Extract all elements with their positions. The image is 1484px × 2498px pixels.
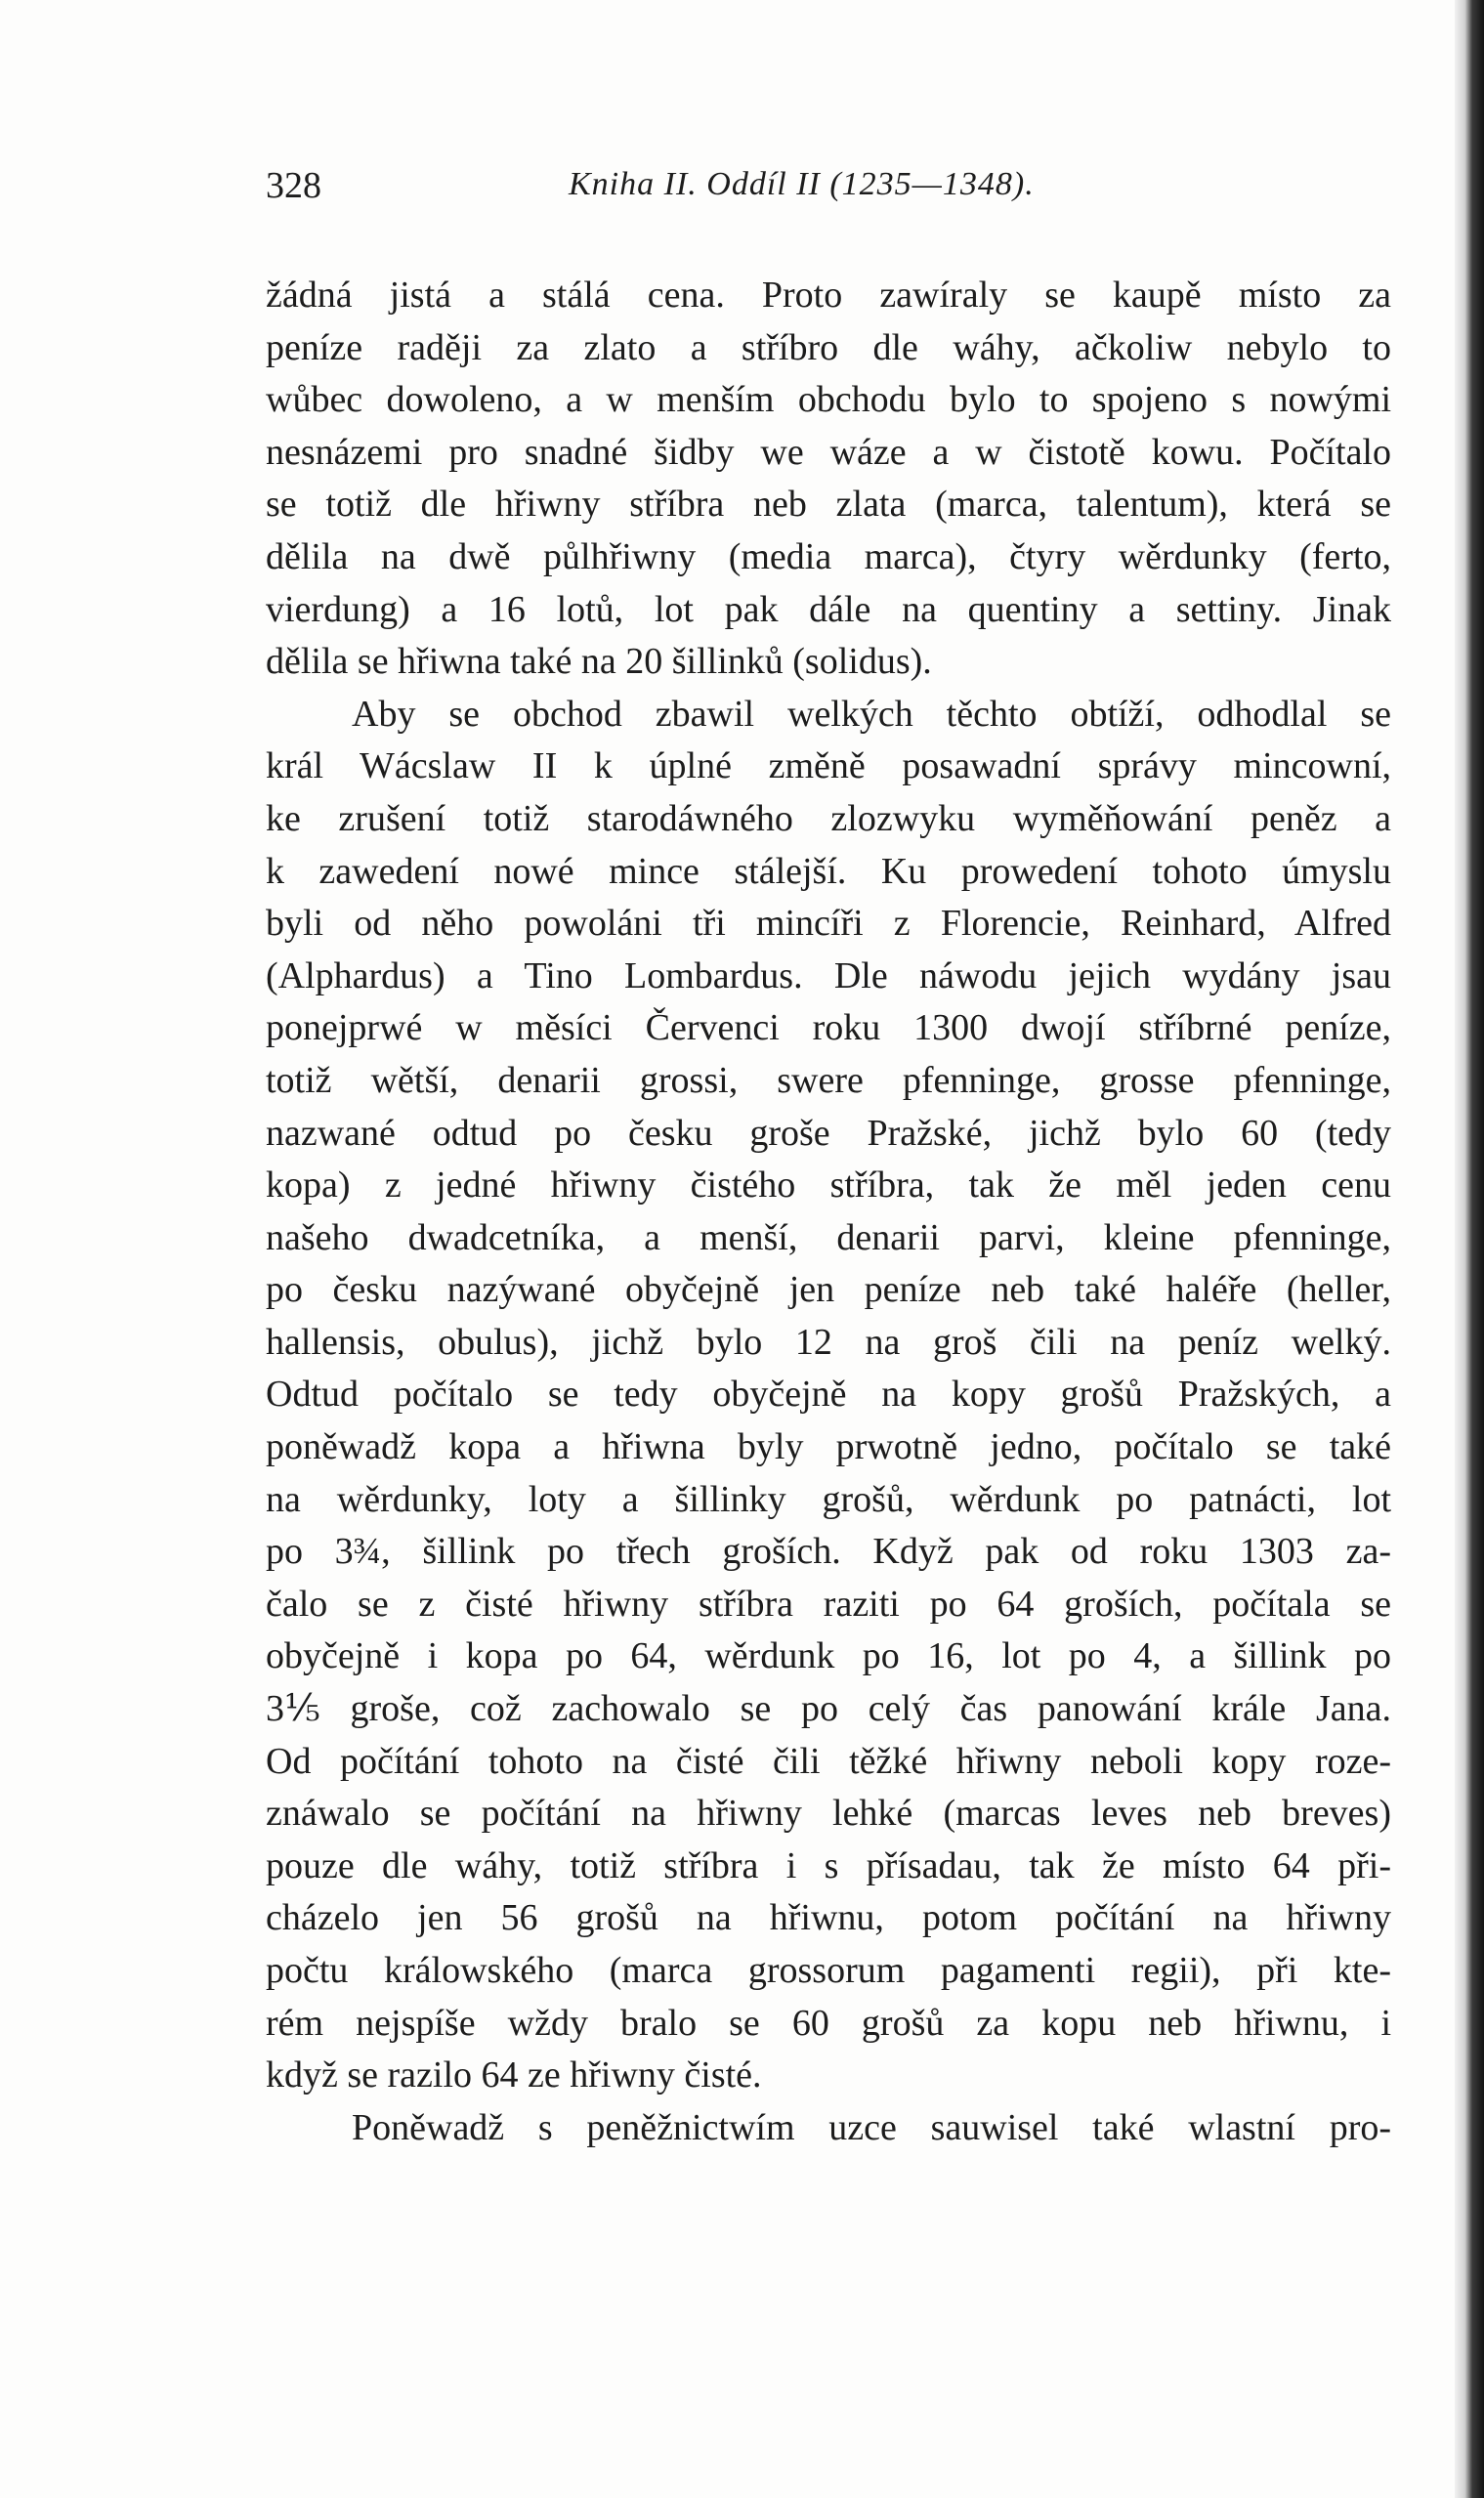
page-number: 328	[266, 165, 321, 206]
text-line: totiž wětší, denarii grossi, swere pfenninge, grosse pfenninge,	[266, 1059, 1391, 1101]
text-line: nazwané odtud po česku groše Pražské, jichž bylo 60 (tedy	[266, 1112, 1391, 1154]
text-line: počtu králowského (marca grossorum pagamenti regii), při kte-	[266, 1950, 1391, 1991]
text-line: Aby se obchod zbawil welkých těchto obtíží, odhodlal se	[352, 693, 1391, 735]
text-line: 3⅕ groše, což zachowalo se po celý čas panowání krále Jana.	[266, 1688, 1391, 1730]
text-line: na wěrdunky, loty a šillinky grošů, wěrdunk po patnácti, lot	[266, 1478, 1391, 1520]
text-line: k zawedení nowé mince stálejší. Ku prowedení tohoto úmyslu	[266, 850, 1391, 892]
text-line: (Alphardus) a Tino Lombardus. Dle náwodu jejich wydány jsau	[266, 954, 1391, 996]
text-line: se totiž dle hřiwny stříbra neb zlata (marca, talentum), která se	[266, 484, 1391, 526]
text-line: po 3¾, šillink po třech groších. Když pak od roku 1303 za-	[266, 1531, 1391, 1573]
text-line: ponejprwé w měsíci Červenci roku 1300 dwojí stříbrné peníze,	[266, 1007, 1391, 1049]
text-line: rém nejspíše wždy bralo se 60 grošů za kopu neb hřiwnu, i	[266, 2002, 1391, 2044]
text-line: po česku nazýwané obyčejně jen peníze neb také haléře (heller,	[266, 1269, 1391, 1311]
page-header	[266, 164, 1391, 223]
body-text	[266, 270, 1391, 2154]
text-line: peníze raději za zlato a stříbro dle wáhy, ačkoliw nebylo to	[266, 326, 1391, 368]
text-line: dělila se hřiwna také na 20 šillinků (solidus).	[266, 641, 932, 683]
text-line: hallensis, obulus), jichž bylo 12 na groš čili na peníz welký.	[266, 1321, 1391, 1363]
text-line: poněwadž kopa a hřiwna byly prwotně jedno, počítalo se také	[266, 1426, 1391, 1468]
text-line: čalo se z čisté hřiwny stříbra raziti po 64 groších, počítala se	[266, 1583, 1391, 1625]
text-line: když se razilo 64 ze hřiwny čisté.	[266, 2054, 762, 2096]
text-line: ke zrušení totiž starodáwného zlozwyku wyměňowání peněz a	[266, 797, 1391, 839]
text-line: žádná jistá a stálá cena. Proto zawíraly se kaupě místo za	[266, 275, 1391, 316]
text-line: nesnázemi pro snadné šidby we wáze a w čistotě kowu. Počítalo	[266, 431, 1391, 473]
text-line: našeho dwadcetníka, a menší, denarii parvi, kleine pfenninge,	[266, 1216, 1391, 1258]
text-line: byli od něho powoláni tři mincíři z Florencie, Reinhard, Alfred	[266, 903, 1391, 945]
scan-edge-shadow	[1455, 0, 1484, 2498]
text-line: dělila na dwě půlhřiwny (media marca), čtyry wěrdunky (ferto,	[266, 535, 1391, 577]
text-line: wůbec dowoleno, a w menším obchodu bylo to spojeno s nowými	[266, 379, 1391, 421]
text-line: znáwalo se počítání na hřiwny lehké (marcas leves neb breves)	[266, 1793, 1391, 1835]
text-line: pouze dle wáhy, totiž stříbra i s přísadau, tak že místo 64 při-	[266, 1844, 1391, 1886]
text-line: Od počítání tohoto na čisté čili těžké hřiwny neboli kopy roze-	[266, 1740, 1391, 1782]
text-line: kopa) z jedné hřiwny čistého stříbra, tak že měl jeden cenu	[266, 1164, 1391, 1207]
text-line: cházelo jen 56 grošů na hřiwnu, potom počítání na hřiwny	[266, 1897, 1391, 1939]
running-title: Kniha II. Oddíl II (1235—1348).	[569, 166, 1035, 202]
text-line: Odtud počítalo se tedy obyčejně na kopy grošů Pražských, a	[266, 1374, 1391, 1416]
text-line: vierdung) a 16 lotů, lot pak dále na quentiny a settiny. Jinak	[266, 588, 1391, 630]
text-line: král Wácslaw II k úplné změně posawadní správy mincowní,	[266, 745, 1391, 787]
text-line: Poněwadž s peněžnictwím uzce sauwisel také wlastní pro-	[352, 2106, 1391, 2148]
text-line: obyčejně i kopa po 64, wěrdunk po 16, lot po 4, a šillink po	[266, 1635, 1391, 1677]
